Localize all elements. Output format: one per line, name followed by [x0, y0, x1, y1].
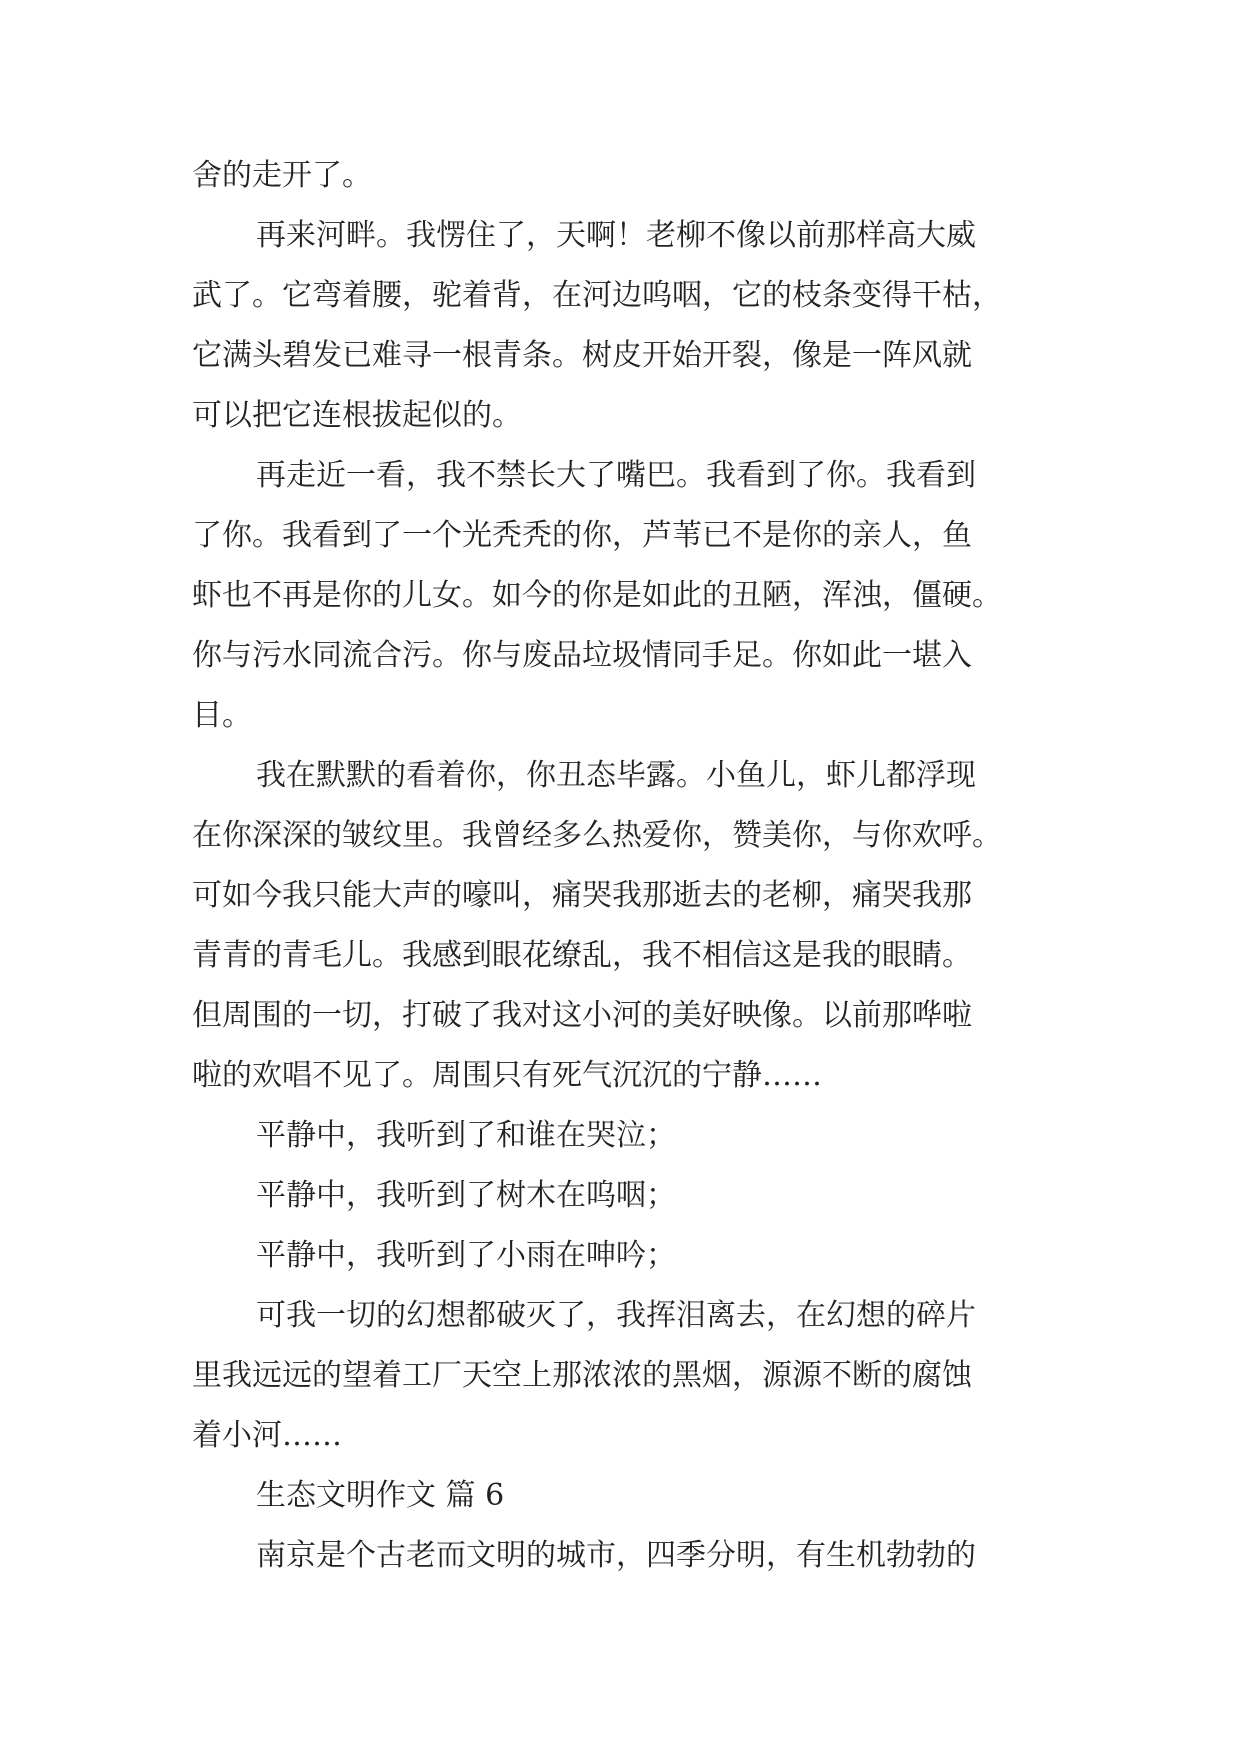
text-line: 舍的走开了。 [192, 158, 372, 193]
text-line: 但周围的一切，打破了我对这小河的美好映像。以前那哗啦 [192, 998, 972, 1033]
paragraph-start-line: 我在默默的看着你，你丑态毕露。小鱼儿，虾儿都浮现 [256, 758, 976, 793]
text-line: 着小河…… [192, 1418, 342, 1453]
text-line: 了你。我看到了一个光秃秃的你，芦苇已不是你的亲人，鱼 [192, 518, 972, 553]
text-line: 里我远远的望着工厂天空上那浓浓的黑烟，源源不断的腐蚀 [192, 1358, 972, 1393]
paragraph-start-line: 平静中，我听到了和谁在哭泣； [256, 1118, 676, 1153]
paragraph-start-line: 再来河畔。我愣住了，天啊！老柳不像以前那样高大威 [256, 218, 976, 253]
text-line: 你与污水同流合污。你与废品垃圾情同手足。你如此一堪入 [192, 638, 972, 673]
document-page [192, 146, 1052, 1586]
text-line: 它满头碧发已难寻一根青条。树皮开始开裂，像是一阵风就 [192, 338, 972, 373]
text-line: 目。 [192, 698, 252, 733]
paragraph-start-line: 平静中，我听到了树木在呜咽； [256, 1178, 676, 1213]
section-heading: 生态文明作文 篇 6 [256, 1478, 505, 1513]
paragraph-start-line: 南京是个古老而文明的城市，四季分明，有生机勃勃的 [256, 1538, 976, 1573]
paragraph-start-line: 平静中，我听到了小雨在呻吟； [256, 1238, 676, 1273]
text-line: 可如今我只能大声的嚎叫，痛哭我那逝去的老柳，痛哭我那 [192, 878, 972, 913]
text-line: 青青的青毛儿。我感到眼花缭乱，我不相信这是我的眼睛。 [192, 938, 972, 973]
text-line: 啦的欢唱不见了。周围只有死气沉沉的宁静…… [192, 1058, 822, 1093]
paragraph-start-line: 再走近一看，我不禁长大了嘴巴。我看到了你。我看到 [256, 458, 976, 493]
text-line: 虾也不再是你的儿女。如今的你是如此的丑陋，浑浊，僵硬。 [192, 578, 1002, 613]
paragraph-start-line: 可我一切的幻想都破灭了，我挥泪离去，在幻想的碎片 [256, 1298, 976, 1333]
text-line: 可以把它连根拔起似的。 [192, 398, 522, 433]
text-line: 在你深深的皱纹里。我曾经多么热爱你，赞美你，与你欢呼。 [192, 818, 1002, 853]
text-line: 武了。它弯着腰，驼着背，在河边呜咽，它的枝条变得干枯， [192, 278, 1002, 313]
